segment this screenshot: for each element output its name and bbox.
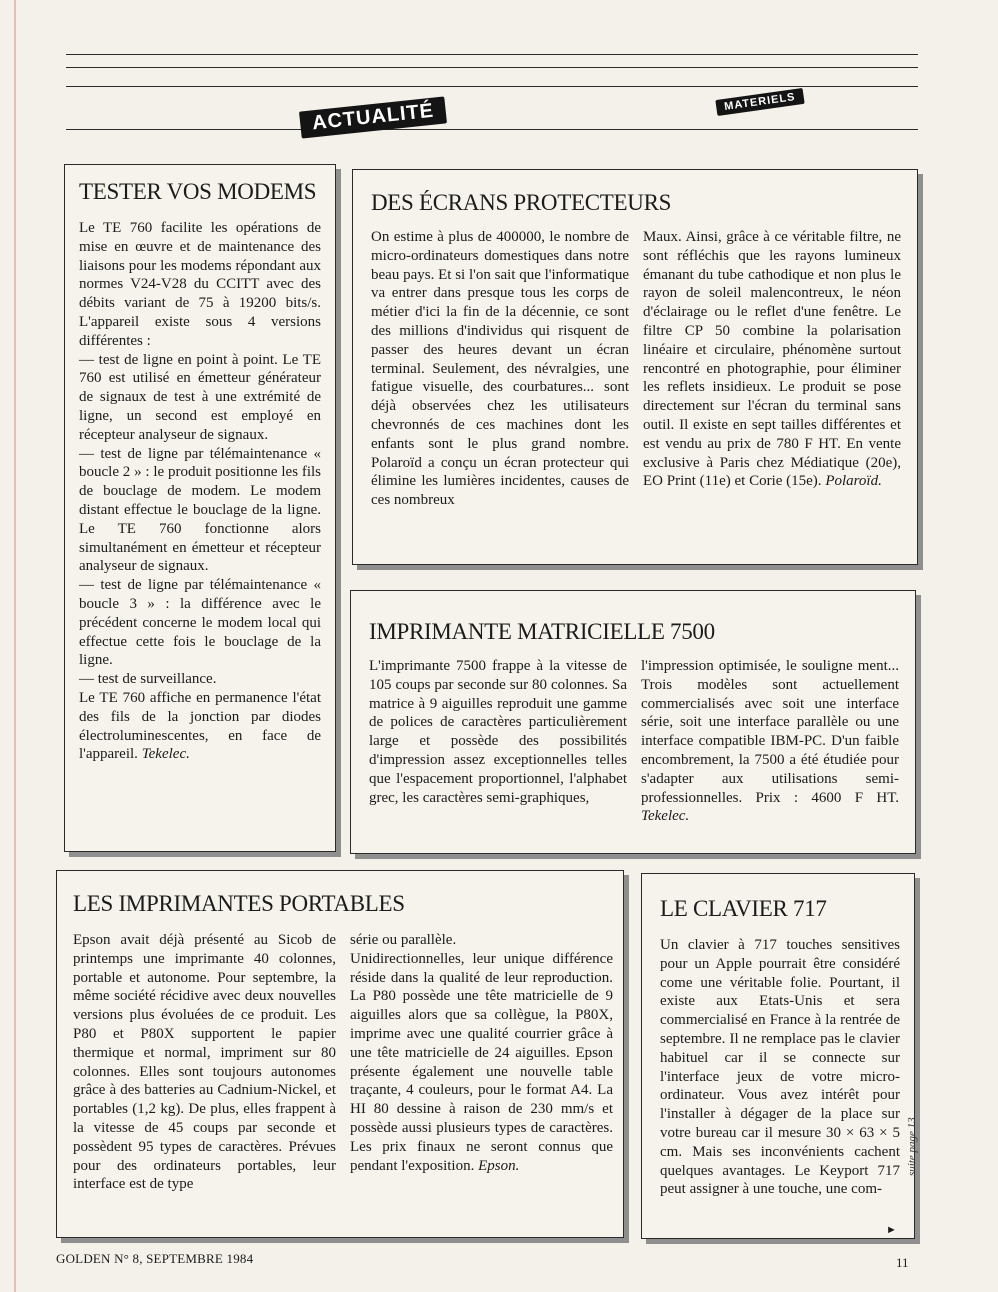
article-body: Un clavier à 717 touches sensitives pour un Apple pourrait être considéré come une véritable folie. Pourtant, il existe aux Etats-Unis et sera commercialisé en France à la rentrée de septembre. Il ne remplace pas le clavier habituel car il se connecte sur l'interface jeux de votre micro-ordinateur. Vous avez intérêt pour l'installer à dégager de la place sur votre bureau car il mesure 30 × 63 × 5 cm. Mais ses inconvénients cachent quelques avantages. Le Keyport 717 peut assigner à une touche, une com-: [660, 937, 900, 1198]
article-title: LE CLAVIER 717: [660, 896, 827, 921]
article-title: LES IMPRIMANTES PORTABLES: [73, 891, 405, 916]
page-number: 11: [896, 1255, 909, 1270]
article-ecrans: [352, 169, 918, 565]
article-imprimantes-portables: [56, 870, 624, 1238]
continued-note: suite page 13: [906, 1117, 918, 1176]
article-title: TESTER VOS MODEMS: [79, 179, 317, 204]
page-margin-line: [14, 0, 16, 1292]
article-imprimante-7500: [350, 590, 916, 854]
article-column-1: L'imprimante 7500 frappe à la vitesse de 105 coups par seconde sur 80 colonnes. Sa matrice à 9 aiguilles reproduit une gamme de polices de caractères particulièrement large et possède des possibilités d'impression assez exceptionnelles telles que l'espacement proportionnel, l'alphabet grec, les caractères semi-graphiques,: [369, 658, 627, 806]
article-signature: Epson.: [478, 1157, 520, 1174]
article-signature: Polaroïd.: [825, 473, 882, 490]
continue-arrow-icon: ►: [886, 1224, 897, 1236]
article-title: IMPRIMANTE MATRICIELLE 7500: [369, 619, 715, 644]
article-column-2: l'impression optimisée, le souligne ment... Trois modèles sont actuellement commercialisés avec soit une interface série, soit une interface parallèle ou une interface compatible IBM-PC. D'un faible encombrement, la 7500 a été étudiée pour s'adapter aux utilisations semi-professionnelles. Prix : 4600 F HT. Tekelec.: [641, 658, 899, 825]
article-column-1: On estime à plus de 400000, le nombre de micro-ordinateurs domestiques dans notre beau pays. Et si l'on sait que l'informatique va entrer dans presque tous les corps de métier d'ici la fin de la décennie, ce sont des millions d'individus qui risquent de passer des heures devant un écran terminal. Seulement, des névralgies, une fatigue visuelle, des courbatures... sont déjà observées chez les utilisateurs chevronnés de ces machines dont les enfants sont le plus grand nombre. Polaroïd a conçu un écran protecteur qui élimine les lumières incidentes, causes de ces nombreux: [371, 229, 629, 509]
article-clavier-717: [641, 873, 915, 1239]
article-title: DES ÉCRANS PROTECTEURS: [371, 190, 672, 215]
article-signature: Tekelec.: [641, 808, 690, 825]
article-body: Le TE 760 facilite les opérations de mise en œuvre et de maintenance des liaisons pour les modems répondant aux normes V24-V28 du CCITT avec des débits variant de 75 à 19200 bits/s. L'appareil existe sous 4 versions différentes : — test de ligne en point à point. Le TE 760 est utilisé en émetteur générateur de signaux de test à une extrémité de ligne, un second est employé en récepteur analyseur de signaux. — test de ligne par télémaintenance « boucle 2 » : le produit positionne les fils de bouclage de modem. Le modem distant effectue le bouclage de la ligne. Le TE 760 fonctionne alors simultanément en émetteur et récepteur analyseur de signaux. — test de ligne par télémaintenance « boucle 3 » : la différence avec le précédent concerne le modem local qui effectue cette fois le bouclage de la ligne. — test de surveillance. Le TE 760 affiche en permanence l'état des fils de la jonction par diodes électroluminescentes, en face de l'appareil. Tekelec.: [79, 220, 321, 763]
article-column-1: Epson avait déjà présenté au Sicob de printemps une imprimante 40 colonnes, portable et autonome. Pour septembre, la même société récidive avec deux nouvelles versions plus évoluées de ce produit. Les P80 et P80X supportent le papier thermique et normal, impriment sur 80 colonnes. Elles sont toujours autonomes grâce à des batteries au Cadnium-Nickel, et portables (1,2 kg). De plus, elles frappent à la vitesse de 45 coups par seconde et possèdent 95 types de caractères. Prévues pour des ordinateurs portables, leur interface est de type: [73, 932, 336, 1193]
article-column-2: Maux. Ainsi, grâce à ce véritable filtre, ne sont réfléchis que les rayons lumineux émanant du tube cathodique et non plus le rayon de soleil malencontreux, le néon d'éclairage ou le reflet d'une fenêtre. Le filtre CP 50 combine la polarisation linéaire et circulaire, phénomène surtout rencontré en photographie, pour éliminer les reflets insidieux. Le produit se pose directement sur l'écran du terminal sans outil. Il existe en sept tailles différentes et est vendu au prix de 780 F HT. En vente exclusive à Paris chez Médiatique (20e), EO Print (11e) et Corie (15e). Polaroïd.: [643, 229, 901, 490]
section-tag: ACTUALITÉ: [299, 96, 447, 138]
issue-footer: GOLDEN N° 8, SEPTEMBRE 1984: [56, 1251, 254, 1266]
article-column-2: série ou parallèle. Unidirectionnelles, leur unique différence réside dans la qualité de leur reproduction. La P80 possède une tête matricielle de 9 aiguilles alors que sa collègue, la P80X, imprime avec une qualité courrier grâce à une tête matricielle de 24 aiguilles. Epson présente également une nouvelle table traçante, 4 couleurs, pour le format A4. La HI 80 dessine à raison de 230 mm/s et possède aussi plusieurs types de caractères. Les prix finaux ne seront connus que pendant l'exposition. Epson.: [350, 932, 613, 1174]
article-signature: Tekelec.: [141, 746, 190, 763]
category-tag: MATERIELS: [715, 88, 804, 116]
article-modems: [64, 164, 336, 852]
